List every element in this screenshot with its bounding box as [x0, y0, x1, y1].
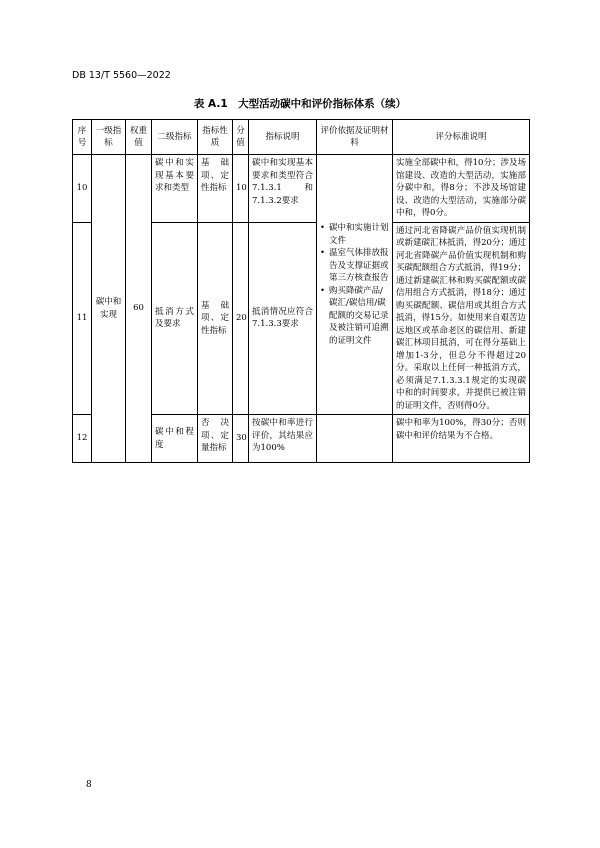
document-code: DB 13/T 5560—2022: [72, 70, 171, 81]
header-cell: 评价依据及证明材料: [317, 120, 393, 155]
indicator-nature: 否决项、定量指标: [198, 415, 233, 463]
table-title: 表 A.1 大型活动碳中和评价指标体系（续）: [193, 98, 407, 110]
table-row: [73, 155, 530, 223]
table-header-row: [73, 120, 530, 155]
header-cell: 权重值: [126, 120, 152, 155]
evidence-materials: [317, 155, 393, 415]
indicator-description: 按碳中和率进行评价，其结果应为100%: [249, 415, 317, 463]
page-number: 8: [86, 780, 92, 790]
header-cell: 评分标准说明: [393, 120, 530, 155]
score-value: 30: [233, 415, 249, 463]
indicator-description: 碳中和实现基本要求和类型符合7.1.3.1和7.1.3.2要求: [249, 155, 317, 223]
indicator-description: 抵消情况应符合7.1.3.3要求: [249, 222, 317, 415]
header-cell: 序号: [73, 120, 92, 155]
header-cell: 二级指标: [152, 120, 198, 155]
score-value: 10: [233, 155, 249, 223]
header-cell: 一级指标: [92, 120, 126, 155]
header-cell: 指标性质: [198, 120, 233, 155]
evidence-item: • 购买降碳产品/碳汇/碳信用/碳配额的交易记录及被注销可追溯的证明文件: [320, 285, 389, 348]
level2-indicator: 碳中和程度: [152, 415, 198, 463]
header-cell: 指标说明: [249, 120, 317, 155]
scoring-criteria: 碳中和率为100%，得30分；否则碳中和评价结果为不合格。: [393, 415, 530, 463]
row-number: 11: [73, 222, 92, 415]
evidence-item: • 温室气体排放报告及支撑证据或第三方核查报告: [320, 247, 389, 285]
level1-indicator: 碳中和实现: [92, 155, 126, 463]
indicator-nature: 基础项、定性指标: [198, 155, 233, 223]
evaluation-table: [72, 119, 530, 463]
evidence-item: • 碳中和实施计划文件: [320, 222, 389, 247]
level2-indicator: 碳中和实现基本要求和类型: [152, 155, 198, 223]
scoring-criteria: 通过河北省降碳产品价值实现机制或新建碳汇林抵消，得20分；通过河北省降碳产品价值实现机制和购买碳配额组合方式抵消，得19分；通过新建碳汇林和购买碳配额或碳信用组合方式抵消，得18分；通过购买碳配额、碳信用或其组合方式抵消，得15分。如使用来自艰苦边远地区或革命老区的碳信用、新建碳汇林项目抵消，可在得分基础上增加1-3分，但总分不得超过20分。采取以上任何一种抵消方式，必须满足7.1.3.3.1规定的实现碳中和的时间要求，并提供已被注销的证明文件，否则得0分。: [393, 222, 530, 415]
row-number: 12: [73, 415, 92, 463]
scoring-criteria: 实施全部碳中和，得10分；涉及场馆建设、改造的大型活动，实施部分碳中和，得8分；不涉及场馆建设、改造的大型活动，实施部分碳中和，得0分。: [393, 155, 530, 223]
score-value: 20: [233, 222, 249, 415]
level2-indicator: 抵消方式及要求: [152, 222, 198, 415]
evidence-materials-empty: [317, 415, 393, 463]
indicator-nature: 基础项、定性指标: [198, 222, 233, 415]
row-number: 10: [73, 155, 92, 223]
weight-value: 60: [126, 155, 152, 463]
header-cell: 分值: [233, 120, 249, 155]
